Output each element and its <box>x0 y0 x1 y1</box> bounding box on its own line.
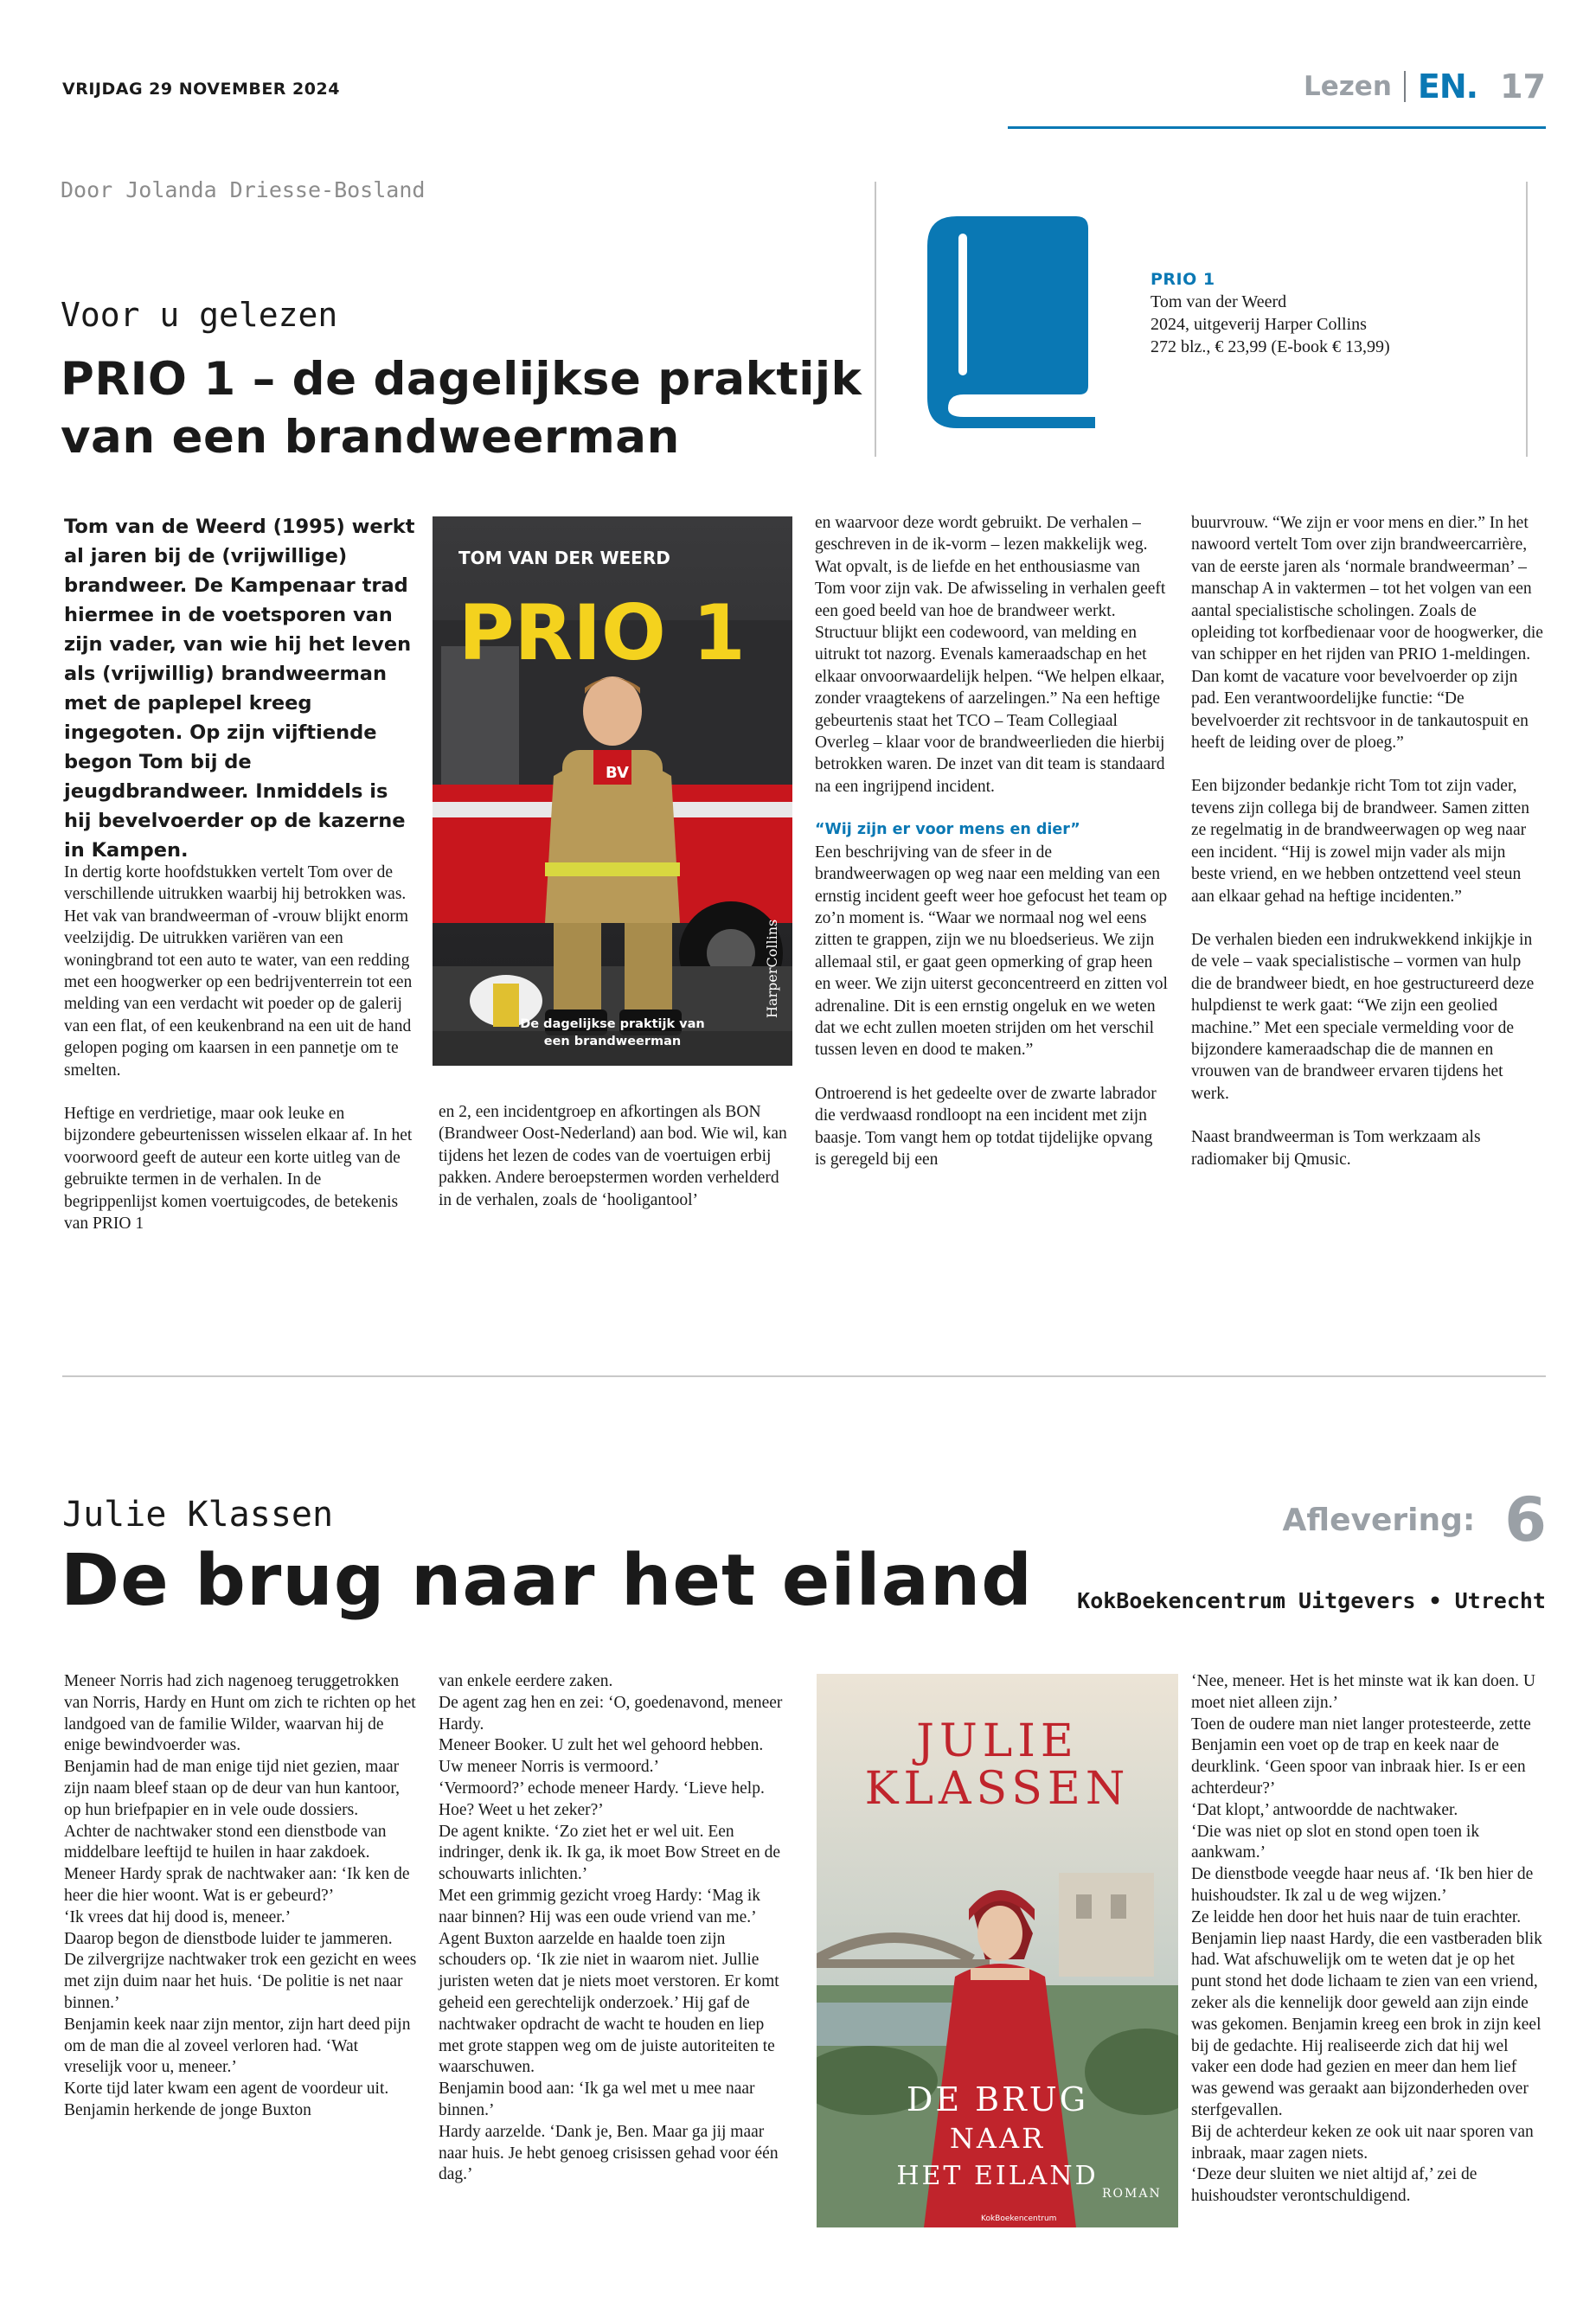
book-info-publisher: 2024, uitgeverij Harper Collins <box>1151 315 1367 334</box>
column-divider-right <box>1526 182 1528 457</box>
review-column-1 <box>64 862 417 1257</box>
paragraph: Met een grimmig gezicht vroeg Hardy: ‘Mag ik naar binnen? Hij was een oude vriend van me.’ <box>439 1886 761 1926</box>
paragraph: Agent Buxton aarzelde en haalde toen zijn schouders op. ‘Ik zie niet in waarom niet. Jullie juristen weten dat je niets moet verstoren. Er komt geheid een gerechtelijk onderzoek.’ Hij gaf de nachtwaker opdracht de wacht te houden en liep met grote stappen weg om de juiste autoriteiten te waarschuwen. <box>439 1929 779 2077</box>
paragraph: De agent knikte. ‘Zo ziet het er wel uit. Een indringer, denk ik. Ik ga, ik moet Bow Street en de schouwarts inlichten.’ <box>439 1822 781 1884</box>
column-divider <box>875 182 876 457</box>
cover-publisher: HarperCollins <box>764 919 780 1018</box>
paragraph: ‘Ik vrees dat hij dood is, meneer.’ <box>64 1907 292 1926</box>
section-label: Lezen <box>1303 71 1392 102</box>
paragraph: Meneer Booker. U zult het wel gehoord hebben. Uw meneer Norris is vermoord.’ <box>439 1736 764 1777</box>
paragraph: Daarop begon de dienstbode luider te jammeren. <box>64 1929 393 1948</box>
publication-date: VRIJDAG 29 NOVEMBER 2024 <box>62 80 340 99</box>
review-column-2 <box>439 1101 792 1233</box>
review-kicker: Voor u gelezen <box>61 296 338 334</box>
cover2-genre: ROMAN <box>1102 2187 1162 2201</box>
paragraph: Toen de oudere man niet langer protesteerde, zette Benjamin een voet op de trap en keek naar de deurklink. ‘Geen spoor van inbraak hier. Is er een achterdeur?’ <box>1191 1715 1531 1798</box>
paragraph: De zilvergrijze nachtwaker trok een gezicht en wees met zijn duim naar het huis. ‘De politie is net naar binnen.’ <box>64 1951 417 2012</box>
serial-column-2 <box>439 1671 792 2186</box>
paragraph: Benjamin keek naar zijn mentor, zijn hart deed pijn om de man die al zoveel verloren had. ‘Wat vreselijk voor u, meneer.’ <box>64 2015 411 2077</box>
review-lead: Tom van de Weerd (1995) werkt al jaren bij de (vrijwillige) brandweer. De Kampenaar trad hiermee in de voetsporen van zijn vader, van wie hij het leven als (vrijwillig) brandweerman met de paplepel kreeg ingegoten. Op zijn vijftiende begon Tom bij de jeugdbrandweer. Inmiddels is hij bevelvoerder op de kazerne in Kampen. <box>64 516 415 862</box>
paragraph: Benjamin had de man enige tijd niet gezien, maar zijn naam bleef staan op de deur van hun kantoor, op hun briefpapier en in vele oude dossiers. <box>64 1758 401 1819</box>
newspaper-logo: EN. <box>1417 67 1478 106</box>
subheading: “Wij zijn er voor mens en dier” <box>815 821 1080 839</box>
paragraph: Meneer Hardy sprak de nachtwaker aan: ‘Ik ken de heer die hier woont. Wat is er gebeurd?’ <box>64 1865 410 1905</box>
paragraph: buurvrouw. “We zijn er voor mens en dier.” In het nawoord vertelt Tom over zijn brandweercarrière, van de eerste jaren als ‘normale brandweerman’ – manschap A in vaktermen – tot het volgen van een aantal specialistische scholingen. Zoals de opleiding tot korfbedienaar voor de hoogwerker, die van schipper en het rijden van PRIO 1-meldingen. Dan komt de vacature voor bevelvoerder op zijn pad. Een verantwoordelijke functie: “De bevelvoerder zit rechtsvoor in de tankautospuit en heeft de leiding over de ploeg.” <box>1191 514 1543 753</box>
masthead <box>1304 67 1546 106</box>
paragraph: Korte tijd later kwam een agent de voordeur uit. Benjamin herkende de jonge Buxton <box>64 2080 389 2119</box>
book-cover-brug <box>817 1674 1178 2227</box>
review-column-3 <box>815 512 1168 1192</box>
cover-badge: BV <box>606 764 629 782</box>
serial-column-4 <box>1191 1671 1544 2208</box>
book-info-title: PRIO 1 <box>1151 270 1215 289</box>
cover2-author-1: JULIE <box>916 1715 1079 1767</box>
paragraph: Heftige en verdrietige, maar ook leuke en bijzondere gebeurtenissen wisselen elkaar af. In het voorwoord geeft de auteur een korte uitleg van de gebruikte termen in de verhalen. In de begrippenlijst komen voertuigcodes, de betekenis van PRIO 1 <box>64 1105 413 1234</box>
paragraph: Ontroerend is het gedeelte over de zwarte labrador die verdwaasd rondloopt na een incident met zijn baasje. Tom vangt hem op totdat tijdelijke opvang is geregeld bij een <box>815 1084 1157 1169</box>
paragraph: ‘Dat klopt,’ antwoordde de nachtwaker. <box>1191 1800 1458 1819</box>
episode-badge <box>1282 1484 1547 1555</box>
review-column-4 <box>1191 512 1544 1192</box>
paragraph: ‘Nee, meneer. Het is het minste wat ik kan doen. U moet niet alleen zijn.’ <box>1191 1672 1536 1712</box>
review-headline: PRIO 1 – de dagelijkse praktijk van een brandweerman <box>61 353 862 464</box>
cover2-author-2: KLASSEN <box>864 1763 1131 1815</box>
book-icon <box>927 216 1100 428</box>
book-info-price: 272 blz., € 23,99 (E-book € 13,99) <box>1151 337 1390 356</box>
paragraph: Meneer Norris had zich nagenoeg teruggetrokken van Norris, Hardy en Hunt om zich te richten op het landgoed van de familie Wilder, waarvan hij de enige bewindvoerder was. <box>64 1672 416 1755</box>
paragraph: ‘Vermoord?’ echode meneer Hardy. ‘Lieve help. Hoe? Weet u het zeker?’ <box>439 1779 765 1819</box>
cover-subtitle: De dagelijkse praktijk van een brandweerman <box>520 1017 705 1048</box>
serial-headline: De brug naar het eiland <box>61 1540 1033 1622</box>
cover2-publisher: KokBoekencentrum <box>981 2214 1057 2223</box>
cover-title: PRIO 1 <box>458 588 746 677</box>
book-cover-prio1 <box>433 516 792 1066</box>
serial-column-1 <box>64 1671 417 2122</box>
book-info-author: Tom van der Weerd <box>1151 292 1287 311</box>
cover2-title-3: HET EILAND <box>896 2161 1099 2191</box>
header-rule <box>1008 126 1546 129</box>
paragraph: De verhalen bieden een indrukwekkend inkijkje in de vele – vaak specialistische – vormen van hulp die de brandweer biedt, en hoe gestructureerd deze hulpdienst te werk gaat: “We zijn een geolied machine.” Met een speciale vermelding voor de bijzondere kameraadschap die de mannen en vrouwen van de brandweer ervaren tijdens het werk. <box>1191 930 1535 1103</box>
paragraph: Naast brandweerman is Tom werkzaam als radiomaker bij Qmusic. <box>1191 1128 1481 1169</box>
paragraph: Achter de nachtwaker stond een dienstbode van middelbare leeftijd te huilen in haar zakdoek. <box>64 1822 387 1862</box>
paragraph: De agent zag hen en zei: ‘O, goedenavond, meneer Hardy. <box>439 1693 783 1734</box>
paragraph: ‘Deze deur sluiten we niet altijd af,’ zei de huishoudster verontschuldigend. <box>1191 2165 1477 2206</box>
paragraph: en waarvoor deze wordt gebruikt. De verhalen – geschreven in de ik-vorm – lezen makkelijk weg. Wat opvalt, is de liefde en het enthousiasme van Tom voor zijn vak. De afwisseling in verhalen geeft een goed beeld van hoe de brandweer werkt. Structuur blijkt een codewoord, van melding en uitrukt tot nazorg. Evenals kameraadschap en het elkaar onvoorwaardelijk helpen. “We helpen elkaar, zonder vraagtekens of aarzelingen.” Na een heftige gebeurtenis staat het TCO – Team Collegiaal Overleg – klaar voor de brandweerlieden die hierbij betrokken waren. De inzet van dit team is standaard na een ingrijpend incident. <box>815 514 1166 796</box>
page-number: 17 <box>1500 67 1546 106</box>
paragraph: De dienstbode veegde haar neus af. ‘Ik ben hier de huishoudster. Ik zal u de weg wijzen.’ <box>1191 1865 1534 1905</box>
paragraph: Ze leidde hen door het huis naar de tuin erachter. Benjamin liep naast Hardy, die een vastberaden blik had. Wat afschuwelijk om te weten dat je op het punt stond het dode lichaam te zien van een vriend, zeker als die kennelijk door geweld aan zijn einde was gekomen. Benjamin kreeg een brok in zijn keel bij de gedachte. Hij realiseerde zich dat hij wel vaker een dode had gezien en meer dan hem lief was gewend was geraakt aan bijzonderheden over sterfgevallen. <box>1191 1907 1542 2119</box>
paragraph: Een bijzonder bedankje richt Tom tot zijn vader, tevens zijn collega bij de brandweer. Samen zitten ze regelmatig in de brandweerwagen op weg naar een incident. “Hij is zowel mijn vader als mijn beste vriend, en we hebben ontzettend veel steun aan elkaar gehad na heftige incidenten.” <box>1191 777 1529 906</box>
paragraph: Bij de achterdeur keken ze ook uit naar sporen van inbraak, maar zagen niets. <box>1191 2122 1534 2163</box>
paragraph: In dertig korte hoofdstukken vertelt Tom over de verschillende uitrukken waarbij hij betrokken was. Het vak van brandweerman of -vrouw blijkt enorm veelzijdig. De uitrukken variëren van een woningbrand tot een auto te water, van een redding met een hoogwerker op een bedrijventerrein tot een melding van een verdacht wit poeder op de galerij van een flat, of een keukenbrand na een uit de hand gelopen poging om kaarsen in een pannetje om te smelten. <box>64 863 413 1080</box>
paragraph: van enkele eerdere zaken. <box>439 1672 613 1690</box>
cover2-title-2: NAAR <box>949 2122 1046 2155</box>
section-divider <box>62 1375 1546 1377</box>
serial-publisher: KokBoekencentrum Uitgevers • Utrecht <box>1077 1588 1546 1613</box>
cover2-title-1: DE BRUG <box>906 2080 1089 2118</box>
paragraph: ‘Die was niet op slot en stond open toen ik aankwam.’ <box>1191 1822 1480 1862</box>
paragraph: Hardy aarzelde. ‘Dank je, Ben. Maar ga jij maar naar huis. Je hebt genoeg crisissen gehad voor één dag.’ <box>439 2122 779 2184</box>
masthead-divider <box>1404 71 1406 102</box>
serial-author: Julie Klassen <box>62 1495 334 1535</box>
episode-number: 6 <box>1504 1484 1547 1555</box>
byline: Door Jolanda Driesse-Bosland <box>61 177 426 202</box>
paragraph: en 2, een incidentgroep en afkortingen als BON (Brandweer Oost-Nederland) aan bod. Wie wil, kan tijdens het lezen de codes van de voertuigen erbij pakken. Andere beroepstermen worden verhelderd in de verhalen, zoals de ‘hooligantool’ <box>439 1103 787 1209</box>
book-info <box>1151 268 1390 358</box>
episode-label: Aflevering: <box>1282 1502 1476 1538</box>
cover-author: TOM VAN DER WEERD <box>458 548 670 568</box>
paragraph: Benjamin bood aan: ‘Ik ga wel met u mee naar binnen.’ <box>439 2080 755 2119</box>
paragraph: Een beschrijving van de sfeer in de brandweerwagen op weg naar een melding van een ernstig incident geeft weer hoe gefocust het team op zo’n moment is. “Waar we normaal nog wel eens zitten te grappen, zijn we nu bloedserieus. We zijn allemaal stil, er gaat geen opmerking of grap heen en weer. We zijn uiterst geconcentreerd en zitten vol adrenaline. Dit is een ernstig ongeluk en we weten dat we echt zullen moeten strijden om het verschil tussen leven en dood te maken.” <box>815 843 1168 1060</box>
